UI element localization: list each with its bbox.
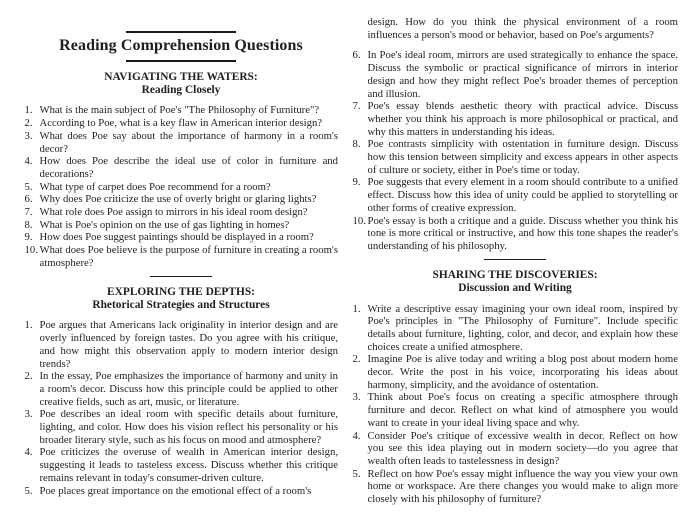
question-text: Imagine Poe is alive today and writing a blog post about modern home decor. Write the post in his voice, incorporating his ideas about harmony, simplicity, and the avoidance of ostentation. [367,353,678,391]
page-title: Reading Comprehension Questions [59,37,303,54]
question-number: 10. [352,214,366,227]
question-item [24,231,338,244]
question-number: 4. [24,446,33,459]
question-item [24,193,338,206]
question-item [24,446,338,484]
question-number: 8. [24,218,33,231]
question-number: 1. [352,302,361,315]
question-number: 1. [24,319,33,332]
question-list-sharing [352,303,678,506]
section-heading-sharing [352,269,678,294]
question-item [352,303,678,354]
question-text: What is Poe's opinion on the use of gas lighting in homes? [39,218,290,231]
question-number: 5. [352,467,361,480]
question-text: Poe criticizes the overuse of wealth in American interior design, suggesting it leads to tasteless excess. Discuss whether this critique remains relevant in today's consumer-driven culture. [39,446,338,484]
question-text: What type of carpet does Poe recommend for a room? [39,180,271,193]
question-number: 2. [24,117,33,130]
question-text: Poe's essay blends aesthetic theory with practical advice. Discuss whether you think his approach is more philosophical or practical, and why this matters in understanding his ideas. [367,100,678,138]
section-divider-sharing [484,259,546,261]
question-text: Consider Poe's critique of excessive wealth in decor. Reflect on how you see this idea playing out in modern society—do you agree that wealth often leads to tastelessness in design? [367,429,678,467]
question-number: 3. [24,408,33,421]
question-number: 3. [24,129,33,142]
question-item [24,219,338,232]
question-text: Poe's essay is both a critique and a guide. Discuss whether you think his tone is more critical or instructive, and how this tone shapes the reader's understanding of his philosophy. [367,214,678,252]
question-number: 10. [24,244,38,257]
question-list-exploring-right [352,49,678,252]
question-number: 6. [352,49,361,62]
question-text: Write a descriptive essay imagining your own ideal room, inspired by Poe's principles in "The Philosophy of Furniture". Include specific details about furniture, lighting, color, and decor, and explain how these choices create a unified atmosphere. [367,302,678,353]
question-item [352,391,678,429]
question-list-navigating [24,104,338,269]
question-item [24,130,338,155]
question-text: Poe argues that Americans lack originality in interior design and are overly influenced by foreign tastes. Do you agree with his critique, and how might this observation apply to modern interior design trends? [39,319,338,370]
question-number: 7. [24,206,33,219]
question-list-exploring-left [24,319,338,497]
question-item [24,117,338,130]
question-text: What does Poe say about the importance of harmony in a room's decor? [39,129,338,155]
question-text: How does Poe suggest paintings should be displayed in a room? [39,231,314,244]
question-number: 4. [352,429,361,442]
section-heading-line1: NAVIGATING THE WATERS: [104,71,258,83]
question-item [24,181,338,194]
question-text: Poe suggests that every element in a room should contribute to a unified effect. Discuss how this idea of unity could be applied to storytelling or other forms of creative expression. [367,176,678,214]
question-item [352,138,678,176]
question-item [24,206,338,219]
question-text: Poe describes an ideal room with specific details about furniture, lighting, and color. How does his vision reflect his personality or his broader literary style, such as his focus on mood and atmosphere? [39,408,338,446]
question-number: 9. [352,176,361,189]
question-item [352,430,678,468]
question-text: In Poe's ideal room, mirrors are used strategically to enhance the space. Discuss the symbolic or practical significance of mirrors in interior design and how they might reflect Poe's broader themes of perception and illusion. [367,49,678,100]
question-item [352,100,678,138]
question-text: Why does Poe criticize the use of overly bright or glaring lights? [39,193,317,206]
section-heading-line1: SHARING THE DISCOVERIES: [432,269,598,282]
title-rule-bottom [126,60,236,62]
right-column [352,0,678,506]
section-heading-line2: Rhetorical Strategies and Structures [92,298,270,311]
question-item [352,353,678,391]
question-text: According to Poe, what is a key flaw in American interior design? [39,117,323,130]
question-text: What is the main subject of Poe's "The Philosophy of Furniture"? [39,104,320,117]
question-number: 1. [24,104,33,117]
question-item [24,155,338,180]
question-number: 2. [352,353,361,366]
section-heading-line1: EXPLORING THE DEPTHS: [107,286,255,299]
question-item [24,244,338,269]
left-column [24,0,338,497]
question-number: 9. [24,231,33,244]
question-text: Poe places great importance on the emotional effect of a room's [39,484,312,497]
question-number: 2. [24,370,33,383]
question-text: Poe contrasts simplicity with ostentation in furniture design. Discuss how this tension between simplicity and excess appears in other aspects of culture or society, either in Poe's time or today. [367,138,678,176]
question-item [352,468,678,506]
question-number: 4. [24,155,33,168]
question-item [24,485,338,498]
question-item [352,176,678,214]
question-item [352,215,678,253]
question-text: What does Poe believe is the purpose of furniture in creating a room's atmosphere? [39,244,338,269]
question-text: What role does Poe assign to mirrors in his ideal room design? [39,206,308,219]
section-heading-exploring [24,286,338,311]
question-item [24,104,338,117]
question-number: 6. [24,193,33,206]
question-number: 5. [24,484,33,497]
section-divider-exploring [150,276,212,278]
question-item [24,370,338,408]
question-number: 7. [352,100,361,113]
question-number: 3. [352,391,361,404]
question-item [352,49,678,100]
question-text: Think about Poe's focus on creating a specific atmosphere through furniture and decor. Reflect on what kind of atmosphere you would want to create in your ideal living space and why. [367,391,678,429]
question-number: 5. [24,180,33,193]
question-text: In the essay, Poe emphasizes the importance of harmony and unity in a room's decor. Discuss how this principle could be applied to other creative fields, such as art, music, or literature. [39,370,338,408]
section-heading-navigating [24,71,338,96]
section-heading-line2: Discussion and Writing [458,281,572,294]
question-item [24,319,338,370]
question-text: Reflect on how Poe's essay might influence the way you view your own home or workspace. Are there changes you would make to align more closely with his philosophy of furniture? [367,467,678,506]
question-item [24,408,338,446]
question-continuation: design. How do you think the physical environment of a room influences a person's mood or behavior, based on Poe's arguments? [367,16,678,41]
question-text: How does Poe describe the ideal use of color in furniture and decorations? [39,155,338,180]
section-heading-line2: Reading Closely [141,83,221,96]
title-rule-top [126,31,236,33]
question-number: 8. [352,138,361,151]
